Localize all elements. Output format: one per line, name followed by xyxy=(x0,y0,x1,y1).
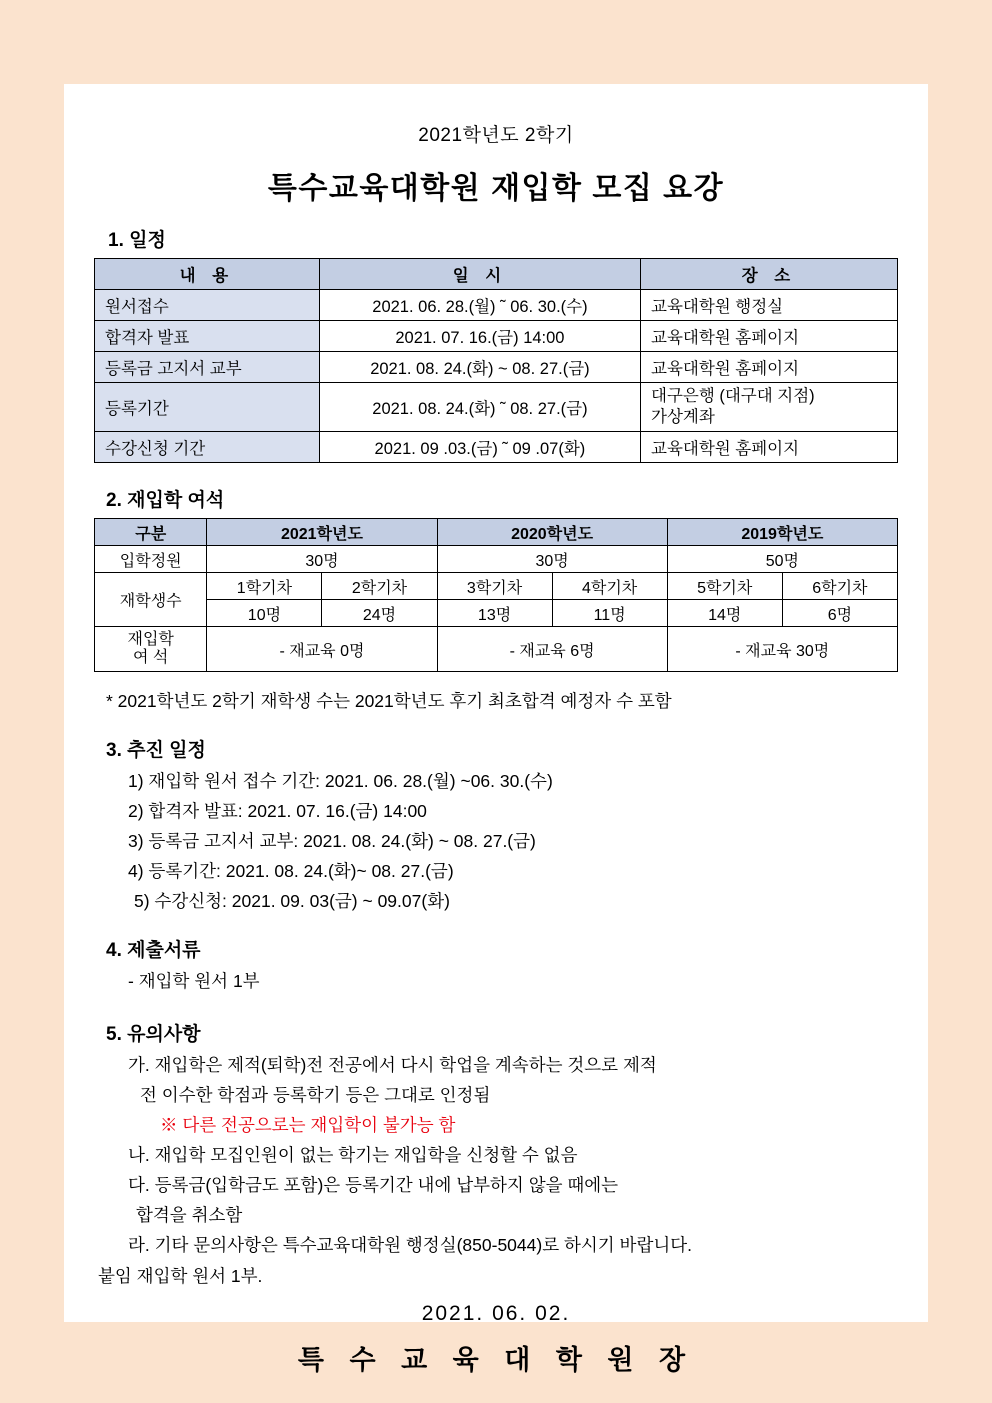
column-header-year-2020: 2020학년도 xyxy=(437,519,667,546)
notice-item-d: 라. 기타 문의사항은 특수교육대학원 행정실(850-5044)로 하시기 바랍니다. xyxy=(128,1235,693,1255)
table-header-row xyxy=(95,259,898,290)
document-date: 2021. 06. 02. xyxy=(421,1302,571,1325)
column-header-year-2021: 2021학년도 xyxy=(207,519,437,546)
schedule-list xyxy=(94,768,898,913)
row-datetime: 2021. 09 .03.(금) ˜ 09 .07(화) xyxy=(319,432,640,463)
row-datetime: 2021. 08. 24.(화) ~ 08. 27.(금) xyxy=(319,352,640,383)
section-2-heading: 2. 재입학 여석 xyxy=(106,490,225,511)
column-header-year-2019: 2019학년도 xyxy=(667,519,897,546)
admission-2019: 50명 xyxy=(667,546,897,573)
row-content: 등록기간 xyxy=(95,383,320,432)
term-count-1: 10명 xyxy=(207,600,322,627)
list-item: 2) 합격자 발표: 2021. 07. 16.(금) 14:00 xyxy=(128,801,427,821)
admission-2020: 30명 xyxy=(437,546,667,573)
column-header-division: 구분 xyxy=(95,519,207,546)
section-3-heading: 3. 추진 일정 xyxy=(106,740,206,761)
list-item: 5) 수강신청: 2021. 09. 03(금) ~ 09.07(화) xyxy=(134,891,450,911)
row-label-reentry-line2: 여 석 xyxy=(133,649,169,666)
table-row xyxy=(95,432,898,463)
row-datetime: 2021. 07. 16.(금) 14:00 xyxy=(319,321,640,352)
term-count-5: 14명 xyxy=(667,600,782,627)
row-place: 교육대학원 행정실 xyxy=(641,290,898,321)
row-content: 합격자 발표 xyxy=(95,321,320,352)
document-title: 특수교육대학원 재입학 모집 요강 xyxy=(267,172,725,205)
term-count-2: 24명 xyxy=(322,600,437,627)
term-4: 4학기차 xyxy=(552,573,667,600)
section-4-heading: 4. 제출서류 xyxy=(106,940,201,961)
row-datetime: 2021. 06. 28.(월) ˜ 06. 30.(수) xyxy=(319,290,640,321)
reentry-2021: - 재교육 0명 xyxy=(207,627,437,672)
table-row xyxy=(95,383,898,432)
row-content: 등록금 고지서 교부 xyxy=(95,352,320,383)
row-place-line2: 가상계좌 xyxy=(651,408,715,426)
admission-2021: 30명 xyxy=(207,546,437,573)
row-content: 수강신청 기간 xyxy=(95,432,320,463)
quota-header-row xyxy=(95,519,898,546)
table-row xyxy=(95,321,898,352)
row-place xyxy=(641,383,898,432)
row-place-line1: 대구은행 (대구대 지점) xyxy=(651,387,815,406)
term-count-4: 11명 xyxy=(552,600,667,627)
term-6: 6학기차 xyxy=(782,573,897,600)
term-count-3: 13명 xyxy=(437,600,552,627)
quota-row-terms xyxy=(95,573,898,600)
document-signer: 특 수 교 육 대 학 원 장 xyxy=(297,1345,695,1375)
row-place: 교육대학원 홈페이지 xyxy=(641,352,898,383)
row-label-reentry xyxy=(95,627,207,672)
term-1: 1학기차 xyxy=(207,573,322,600)
notice-item-b: 나. 재입학 모집인원이 없는 학기는 재입학을 신청할 수 없음 xyxy=(128,1145,578,1165)
quota-row-admission xyxy=(95,546,898,573)
list-item: 4) 등록기간: 2021. 08. 24.(화)~ 08. 27.(금) xyxy=(128,861,454,881)
row-place: 교육대학원 홈페이지 xyxy=(641,321,898,352)
table-row xyxy=(95,352,898,383)
notice-item-a-line1: 가. 재입학은 제적(퇴학)전 전공에서 다시 학업을 계속하는 것으로 제적 xyxy=(128,1055,657,1075)
list-item: 3) 등록금 고지서 교부: 2021. 08. 24.(화) ~ 08. 27.(금) xyxy=(128,831,536,851)
quota-note: * 2021학년도 2학기 재학생 수는 2021학년도 후기 최초합격 예정자 수 포함 xyxy=(106,691,672,711)
column-header-content: 내 용 xyxy=(95,259,320,290)
term-3: 3학기차 xyxy=(437,573,552,600)
section-1-heading: 1. 일정 xyxy=(108,230,166,251)
term-count-6: 6명 xyxy=(782,600,897,627)
quota-row-reentry xyxy=(95,627,898,672)
attachment-note: 붙임 재입학 원서 1부. xyxy=(98,1266,263,1286)
document-subtitle: 2021학년도 2학기 xyxy=(418,125,574,146)
column-header-place: 장 소 xyxy=(641,259,898,290)
quota-row-term-counts xyxy=(95,600,898,627)
notice-item-c-line1: 다. 등록금(입학금도 포함)은 등록기간 내에 납부하지 않을 때에는 xyxy=(128,1175,619,1195)
reentry-2019: - 재교육 30명 xyxy=(667,627,897,672)
quota-table xyxy=(94,518,898,672)
term-2: 2학기차 xyxy=(322,573,437,600)
reentry-2020: - 재교육 6명 xyxy=(437,627,667,672)
table-row xyxy=(95,290,898,321)
list-item: - 재입학 원서 1부 xyxy=(128,971,260,991)
documents-list xyxy=(94,968,898,993)
row-content: 원서접수 xyxy=(95,290,320,321)
row-place: 교육대학원 홈페이지 xyxy=(641,432,898,463)
section-5-heading: 5. 유의사항 xyxy=(106,1024,201,1045)
row-datetime: 2021. 08. 24.(화) ˜ 08. 27.(금) xyxy=(319,383,640,432)
row-label-admission: 입학정원 xyxy=(95,546,207,573)
row-label-reentry-line1: 재입학 xyxy=(127,630,174,648)
column-header-datetime: 일 시 xyxy=(319,259,640,290)
notice-item-a-line2: 전 이수한 학점과 등록학기 등은 그대로 인정됨 xyxy=(140,1085,491,1105)
document-page xyxy=(64,84,928,1375)
term-5: 5학기차 xyxy=(667,573,782,600)
notice-red-warning: ※ 다른 전공으로는 재입학이 불가능 함 xyxy=(160,1115,456,1135)
notice-item-c-line2: 합격을 취소함 xyxy=(136,1205,243,1225)
list-item: 1) 재입학 원서 접수 기간: 2021. 06. 28.(월) ~06. 30.(수) xyxy=(128,771,553,791)
row-label-enrolled: 재학생수 xyxy=(95,573,207,627)
schedule-table xyxy=(94,258,898,463)
